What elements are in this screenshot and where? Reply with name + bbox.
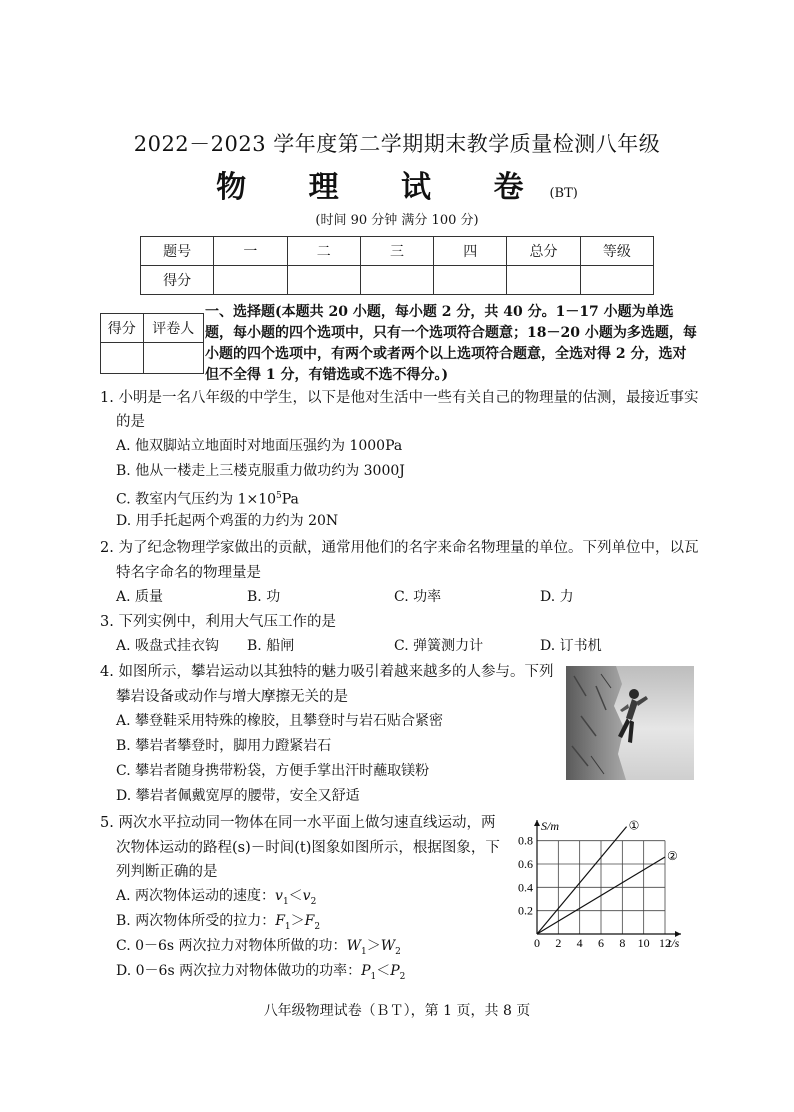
score-row-label: 得分 [141, 266, 214, 295]
question-4-option-b: B. 攀岩者攀登时，脚用力蹬紧岩石 [116, 738, 332, 754]
subscript: 1 [282, 896, 289, 907]
subscript: 1 [284, 921, 291, 932]
relation: ＞ [290, 913, 305, 929]
symbol: F [304, 913, 315, 929]
symbol: v [302, 888, 311, 904]
score-cell [507, 266, 580, 295]
score-cell [360, 266, 433, 295]
score-table-header: 二 [287, 237, 360, 266]
question-2-option-c: C. 功率 [394, 589, 442, 605]
grader-reviewer-cell [143, 343, 203, 374]
series-line-1 [537, 827, 627, 934]
grader-reviewer-label: 评卷人 [143, 314, 203, 343]
exam-header-line: 2022－2023 学年度第二学期期末教学质量检测八年级 [133, 132, 661, 156]
option-text: D. 0－6s 两次拉力对物体做功的功率： [116, 963, 362, 979]
y-tick-label: 0.8 [518, 833, 533, 848]
y-axis-arrow [534, 820, 540, 826]
series-label-2: ② [667, 849, 678, 863]
question-1-option-b: B. 他从一楼走上三楼克服重力做功约为 3000J [116, 463, 405, 479]
score-table-header: 一 [214, 237, 287, 266]
relation: ＞ [366, 938, 381, 954]
option-c-exponent: 5 [276, 491, 282, 501]
exam-subject-title [0, 162, 794, 206]
question-5-stem-cont: 次物体运动的路程(s)－时间(t)图象如图所示，根据图象，下 [116, 840, 500, 856]
symbol: v [275, 888, 283, 904]
symbol: W [346, 938, 361, 954]
question-4-option-a: A. 攀登鞋采用特殊的橡胶，且攀登时与岩石贴合紧密 [116, 713, 444, 729]
question-2-option-b: B. 功 [247, 589, 281, 605]
option-c-unit: Pa [281, 491, 299, 508]
score-table [140, 236, 654, 295]
subscript: 2 [314, 921, 321, 932]
series-label-1: ① [628, 818, 640, 833]
subject-name: 物 理 试 卷 [216, 170, 550, 205]
x-tick-label: 8 [619, 936, 626, 948]
x-tick-label: 4 [576, 936, 583, 948]
score-table-header: 题号 [141, 237, 214, 266]
question-5-stem-cont2: 列判断正确的是 [116, 864, 218, 880]
x-tick-label: 10 [637, 936, 650, 948]
y-tick-label: 0.4 [518, 880, 533, 895]
subscript: 2 [395, 946, 401, 957]
subscript: 2 [310, 896, 317, 907]
symbol: P [390, 963, 400, 979]
rock-climbing-photo [566, 666, 694, 780]
question-2-option-a: A. 质量 [116, 589, 164, 605]
score-cell [434, 266, 507, 295]
question-1-option-a: A. 他双脚站立地面时对地面压强约为 1000Pa [116, 438, 403, 454]
grader-score-label: 得分 [101, 314, 144, 343]
subscript: 2 [399, 971, 406, 982]
question-3-option-d: D. 订书机 [540, 638, 602, 654]
question-1-stem-cont: 的是 [116, 414, 145, 430]
score-cell [214, 266, 287, 295]
score-table-header: 三 [360, 237, 433, 266]
question-5-option-d [116, 959, 405, 990]
symbol: W [380, 938, 396, 954]
s-t-graph [510, 814, 700, 948]
exam-time-info: (时间 90 分钟 满分 100 分) [315, 213, 479, 228]
y-tick-label: 0.2 [518, 903, 533, 918]
score-table-header: 总分 [507, 237, 580, 266]
x-tick-label: 12 [659, 936, 671, 948]
relation: ＜ [376, 963, 391, 979]
question-3-option-a: A. 吸盘式挂衣钩 [116, 638, 220, 654]
option-c-text: C. 教室内气压约为 1×10 [116, 491, 277, 508]
option-text: C. 0－6s 两次拉力对物体所做的功： [116, 938, 347, 954]
question-3-option-b: B. 船闸 [247, 638, 295, 654]
grader-score-cell [101, 343, 144, 374]
question-4-stem: 4. 如图所示，攀岩运动以其独特的魅力吸引着越来越多的人参与。下列 [100, 664, 554, 680]
question-4-stem-cont: 攀岩设备或动作与增大摩擦无关的是 [116, 689, 348, 705]
score-table-header: 等级 [580, 237, 653, 266]
page-footer: 八年级物理试卷（ＢＴ），第 1 页，共 8 页 [263, 1003, 531, 1019]
question-2-stem: 2. 为了纪念物理学家做出的贡献，通常用他们的名字来命名物理量的单位。下列单位中，以瓦 [100, 540, 699, 556]
relation: ＜ [288, 888, 303, 904]
score-cell [580, 266, 653, 295]
grader-table [100, 313, 204, 374]
score-table-header: 四 [434, 237, 507, 266]
question-3-option-c: C. 弹簧测力计 [394, 638, 484, 654]
x-tick-label: 2 [555, 936, 562, 948]
question-4-option-c: C. 攀岩者随身携带粉袋，方便手掌出汗时蘸取镁粉 [116, 763, 430, 779]
subscript: 1 [360, 946, 367, 957]
x-axis-label: t/s [668, 936, 680, 948]
subject-tag: (BT) [549, 186, 578, 201]
question-4-option-d: D. 攀岩者佩戴宽厚的腰带，安全又舒适 [116, 788, 360, 804]
score-cell [287, 266, 360, 295]
symbol: F [275, 913, 285, 929]
y-axis-label: S/m [541, 819, 559, 833]
question-2-option-d: D. 力 [540, 589, 574, 605]
question-5-stem: 5. 两次水平拉动同一物体在同一水平面上做匀速直线运动，两 [100, 815, 496, 831]
subscript: 1 [370, 971, 377, 982]
x-tick-label: 0 [534, 936, 540, 948]
question-2-stem-cont: 特名字命名的物理量是 [116, 565, 261, 581]
question-3-stem: 3. 下列实例中，利用大气压工作的是 [100, 614, 336, 630]
question-1-option-d: D. 用手托起两个鸡蛋的力约为 20N [116, 513, 339, 529]
section-instructions: 一、选择题(本题共 20 小题，每小题 2 分，共 40 分。1－17 小题为单选题，每小题的四个选项中，只有一个选项符合题意；18－20 小题为多选题，每小题的四个选项中，有两个或者两个以上选项符合题意，全选对得 2 分，选对但不全得 1 分，有错选或不选不得分。) [205, 304, 697, 383]
y-tick-label: 0.6 [518, 857, 533, 871]
question-1-stem: 1. 小明是一名八年级的中学生，以下是他对生活中一些有关自己的物理量的估测，最接近事实 [100, 390, 699, 406]
symbol: P [361, 963, 371, 979]
x-tick-label: 6 [598, 936, 604, 948]
option-text: B. 两次物体所受的拉力： [116, 913, 276, 929]
option-text: A. 两次物体运动的速度： [116, 888, 276, 904]
